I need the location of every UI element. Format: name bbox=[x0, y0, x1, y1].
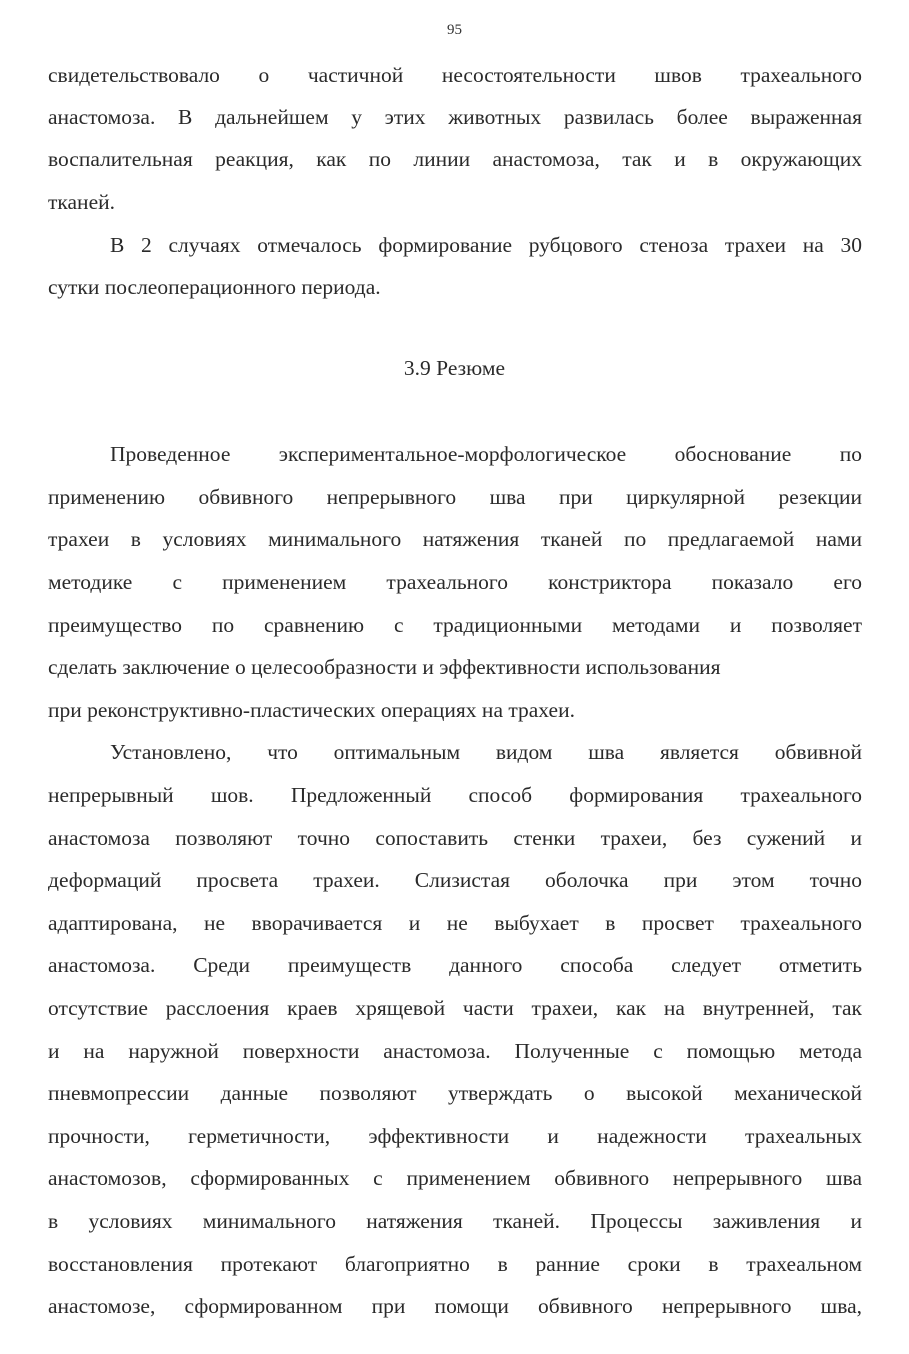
page-number: 95 bbox=[447, 22, 462, 38]
text-line: адаптирована, не вворачивается и не выбухает в просвет трахеального bbox=[48, 911, 862, 935]
text-line: Установлено, что оптимальным видом шва является обвивной bbox=[110, 740, 862, 764]
text-line: тканей. bbox=[48, 190, 115, 214]
text-line: в условиях минимального натяжения тканей. Процессы заживления и bbox=[48, 1209, 862, 1233]
text-line: методике с применением трахеального констриктора показало его bbox=[48, 570, 862, 594]
text-line: преимущество по сравнению с традиционными методами и позволяет bbox=[48, 613, 862, 637]
text-line: при реконструктивно-пластических операциях на трахеи. bbox=[48, 698, 575, 722]
text-line: применению обвивного непрерывного шва при циркулярной резекции bbox=[48, 485, 862, 509]
text-line: В 2 случаях отмечалось формирование рубцового стеноза трахеи на 30 bbox=[110, 233, 862, 257]
text-line: анастомоза. Среди преимуществ данного способа следует отметить bbox=[48, 953, 862, 977]
text-line: восстановления протекают благоприятно в ранние сроки в трахеальном bbox=[48, 1252, 862, 1276]
section-heading: 3.9 Резюме bbox=[403, 356, 506, 380]
text-line: анастомозов, сформированных с применением обвивного непрерывного шва bbox=[48, 1166, 862, 1190]
text-line: сутки послеоперационного периода. bbox=[48, 275, 381, 299]
text-line: анастомозе, сформированном при помощи обвивного непрерывного шва, bbox=[48, 1294, 862, 1318]
text-line: анастомоза. В дальнейшем у этих животных развилась более выраженная bbox=[48, 105, 862, 129]
text-line: свидетельствовало о частичной несостоятельности швов трахеального bbox=[48, 63, 862, 87]
text-line: пневмопрессии данные позволяют утверждать о высокой механической bbox=[48, 1081, 862, 1105]
text-line: деформаций просвета трахеи. Слизистая оболочка при этом точно bbox=[48, 868, 862, 892]
text-line: отсутствие расслоения краев хрящевой части трахеи, как на внутренней, так bbox=[48, 996, 862, 1020]
text-line: непрерывный шов. Предложенный способ формирования трахеального bbox=[48, 783, 862, 807]
text-line: анастомоза позволяют точно сопоставить стенки трахеи, без сужений и bbox=[48, 826, 862, 850]
text-line: трахеи в условиях минимального натяжения тканей по предлагаемой нами bbox=[48, 527, 862, 551]
text-line: Проведенное экспериментальное-морфологическое обоснование по bbox=[110, 442, 862, 466]
text-line: воспалительная реакция, как по линии анастомоза, так и в окружающих bbox=[48, 147, 862, 171]
text-line: сделать заключение о целесообразности и эффективности использования bbox=[48, 655, 721, 679]
text-line: прочности, герметичности, эффективности и надежности трахеальных bbox=[48, 1124, 862, 1148]
text-line: и на наружной поверхности анастомоза. Полученные с помощью метода bbox=[48, 1039, 862, 1063]
